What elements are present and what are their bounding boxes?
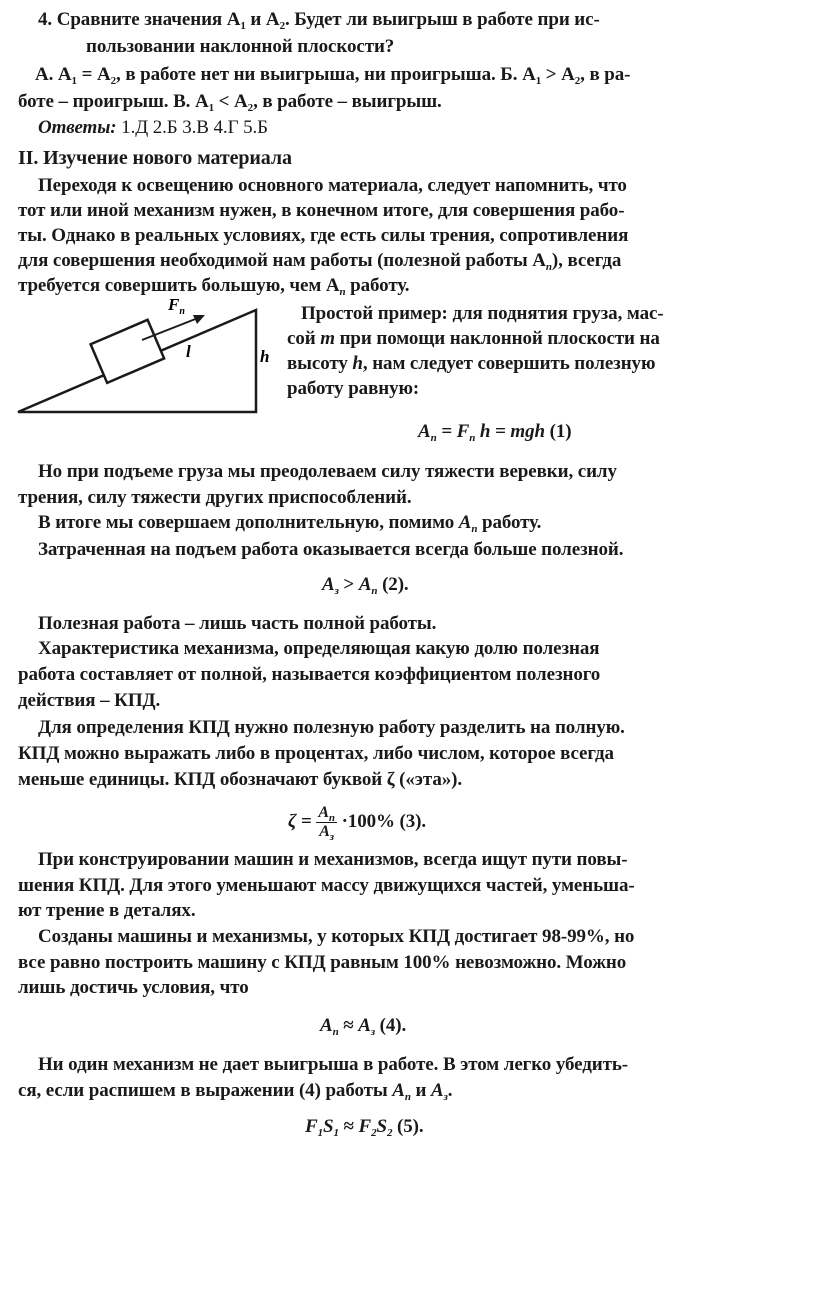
equation-1: $A_п = F_п$ h = mgh (1) (418, 421, 572, 444)
question-4-options-line-1: А. $А_1 = А_2$, в работе нет ни выигрыша, ни проигрыша. Б. $А_1 > А_2$, в ра- (35, 64, 631, 87)
para1-line-4: для совершения необходимой нам работы (полезной работы $A_п$), всегда (18, 250, 622, 273)
question-4-line-2: пользовании наклонной плоскости? (86, 36, 395, 57)
para5: Затраченная на подъем работа оказывается всегда больше полезной. (38, 539, 624, 560)
para11-line-1: Ни один механизм не дает выигрыша в работе. В этом легко убедить- (38, 1054, 629, 1075)
para9-line-1: При конструировании машин и механизмов, всегда ищут пути повы- (38, 849, 628, 870)
answers-label: Ответы: (38, 117, 117, 138)
para1-line-2: тот или иной механизм нужен, в конечном итоге, для совершения рабо- (18, 200, 625, 221)
para8-line-3: меньше единицы. КПД обозначают буквой ζ («эта»). (18, 769, 463, 790)
para10-line-3: лишь достичь условия, что (18, 977, 249, 998)
para7-line-2: работа составляет от полной, называется коэффициентом полезного (18, 664, 601, 685)
para8-line-2: КПД можно выражать либо в процентах, либо числом, которое всегда (18, 743, 614, 764)
question-4-line-1: 4. Сравните значения $А_1$ и $А_2$. Будет ли выигрыш в работе при ис- (38, 9, 600, 32)
para1-line-1: Переходя к освещению основного материала, следует напомнить, что (38, 175, 627, 196)
para10-line-2: все равно построить машину с КПД равным 100% невозможно. Можно (18, 952, 627, 973)
para1-line-3: ты. Однако в реальных условиях, где есть силы трения, сопротивления (18, 225, 629, 246)
para9-line-3: ют трение в деталях. (18, 900, 196, 921)
para3-line-1: Но при подъеме груза мы преодолеваем силу тяжести веревки, силу (38, 461, 617, 482)
force-label: $F_n$ (168, 295, 185, 317)
answers-text: 1.Д 2.Б 3.В 4.Г 5.Б (116, 117, 268, 138)
equation-2: $A_з > A_п$ (2). (322, 574, 409, 597)
equation-5: $F_1S_1 \approx F_2S_2$ (5). (305, 1116, 424, 1139)
para9-line-2: шения КПД. Для этого уменьшают массу движущихся частей, уменьша- (18, 875, 635, 896)
para1-line-5: требуется совершить большую, чем $A_п$ работу. (18, 275, 410, 298)
para2-line-2: сой m при помощи наклонной плоскости на (287, 328, 660, 349)
efficiency-fraction: $\frac{A_п}{A_з}$ (318, 804, 335, 844)
para8-line-1: Для определения КПД нужно полезную работу разделить на полную. (38, 717, 625, 738)
length-label: l (186, 342, 191, 361)
para11-line-2: ся, если распишем в выражении (4) работы $A_п$ и $A_з$. (18, 1080, 453, 1103)
question-4-options-line-2: боте – проигрыш. В. $А_1 < А_2$, в работе – выигрыш. (18, 91, 442, 114)
para7-line-3: действия – КПД. (18, 690, 161, 711)
para10-line-1: Созданы машины и механизмы, у которых КПД достигает 98-99%, но (38, 926, 635, 947)
answers-line (38, 116, 816, 140)
load-block (91, 320, 165, 383)
para2-line-1: Простой пример: для поднятия груза, мас- (301, 303, 664, 324)
para6: Полезная работа – лишь часть полной работы. (38, 613, 437, 634)
equation-3: ζ = $\frac{A_п}{A_з}$ ·100% (3). (288, 804, 427, 844)
inclined-plane-figure (10, 290, 290, 420)
para2-line-3: высоту h, нам следует совершить полезную (287, 353, 656, 374)
height-label: h (260, 347, 270, 366)
equation-4: $A_п \approx A_з$ (4). (320, 1015, 407, 1038)
para7-line-1: Характеристика механизма, определяющая какую долю полезная (38, 638, 600, 659)
para3-line-2: трения, силу тяжести других приспособлений. (18, 487, 412, 508)
section-title: II. Изучение нового материала (18, 147, 292, 169)
para2-line-4: работу равную: (287, 378, 420, 399)
para4: В итоге мы совершаем дополнительную, помимо $A_п$ работу. (38, 512, 542, 535)
